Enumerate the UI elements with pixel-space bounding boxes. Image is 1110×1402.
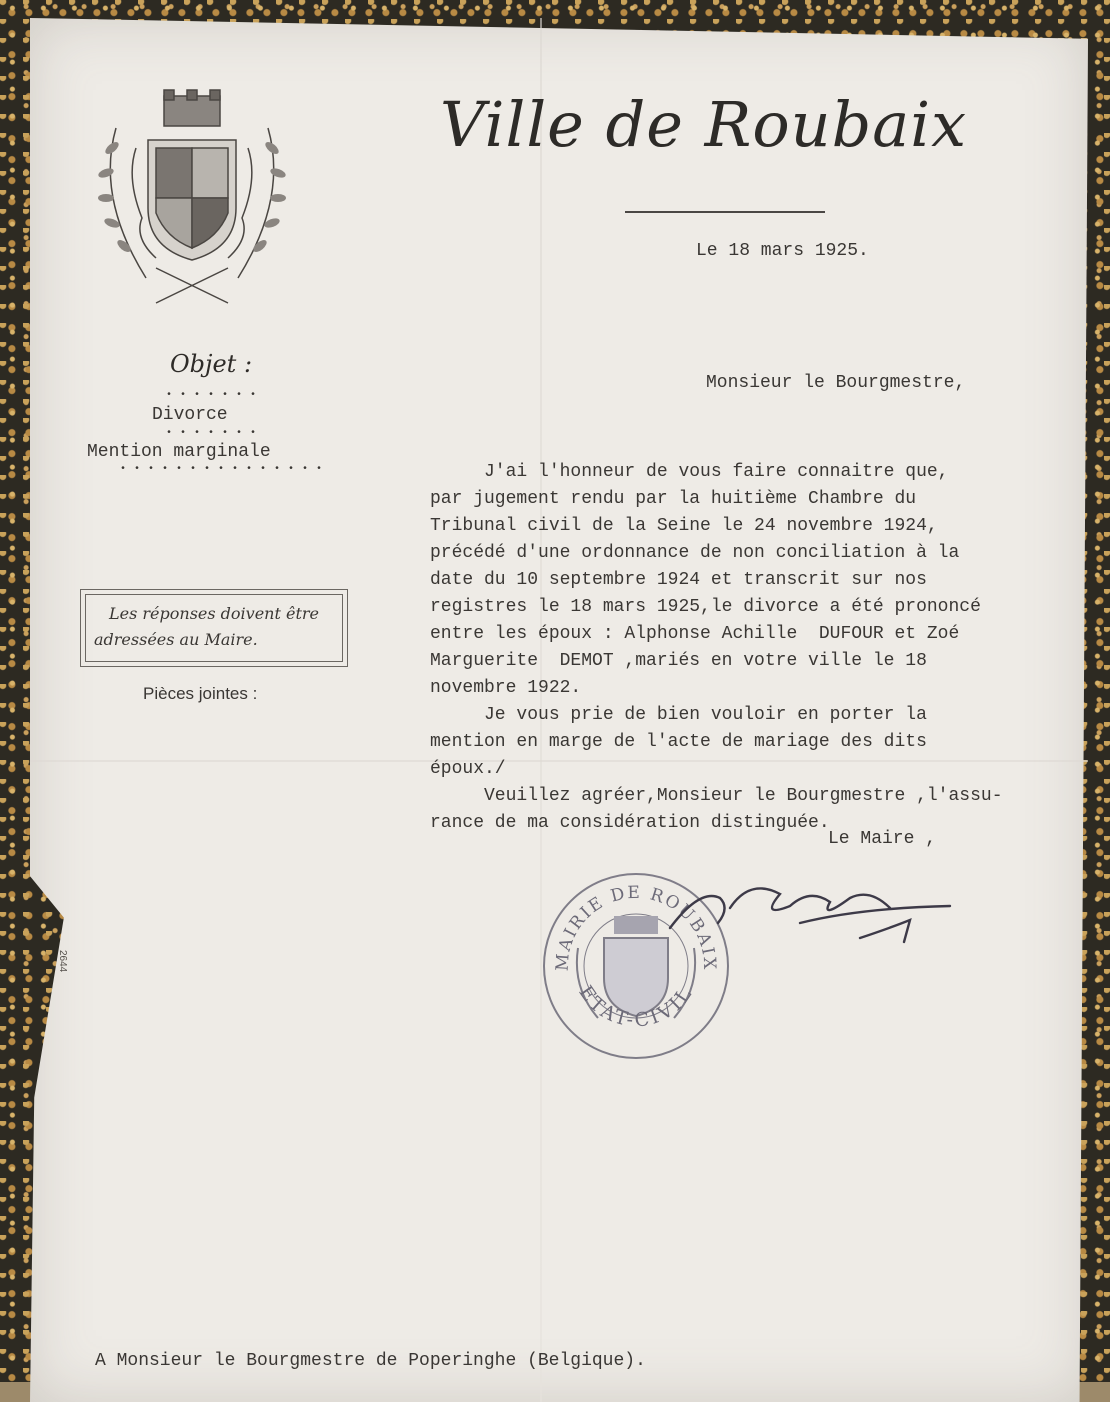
body-line: Marguerite DEMOT ,mariés en votre ville le 18 <box>430 651 927 671</box>
dotted-divider: • • • • • • • <box>166 428 258 439</box>
notice-line-1: Les réponses doivent être <box>109 604 319 623</box>
body-line: Tribunal civil de la Seine le 24 novembre 1924, <box>430 516 938 536</box>
dotted-divider: • • • • • • • <box>166 390 258 401</box>
notice-box <box>80 589 348 667</box>
letter-date: Le 18 mars 1925. <box>696 241 869 261</box>
notice-box-inner <box>85 594 343 662</box>
body-line: Veuillez agréer,Monsieur le Bourgmestre ,l'assu- <box>430 786 1003 806</box>
seal-bottom-text: ETAT-CIVIL <box>574 981 698 1032</box>
objet-divorce: Divorce <box>152 405 228 425</box>
closing-le-maire: Le Maire , <box>828 829 937 849</box>
notice-line-2: adressées au Maire. <box>94 630 258 649</box>
body-line: J'ai l'honneur de vous faire connaitre que, <box>430 462 949 482</box>
fold-line-horizontal <box>30 760 1088 762</box>
salutation: Monsieur le Bourgmestre, <box>706 373 966 393</box>
objet-label: Objet : <box>170 350 253 378</box>
pieces-jointes-label: Pièces jointes : <box>143 684 258 703</box>
body-line: date du 10 septembre 1924 et transcrit sur nos <box>430 570 927 590</box>
body-line: entre les époux : Alphonse Achille DUFOUR et Zoé <box>430 624 960 644</box>
body-line: mention en marge de l'acte de mariage des dits <box>430 732 927 752</box>
body-line: précédé d'une ordonnance de non conciliation à la <box>430 543 960 563</box>
body-line: époux./ <box>430 759 506 779</box>
reference-number: 2644 <box>57 950 68 973</box>
mayor-signature <box>660 868 960 958</box>
body-line: novembre 1922. <box>430 678 582 698</box>
body-line: par jugement rendu par la huitième Chambre du <box>430 489 917 509</box>
title-underline <box>625 211 825 213</box>
body-line: Je vous prie de bien vouloir en porter la <box>430 705 927 725</box>
body-line: rance de ma considération distinguée. <box>430 813 830 833</box>
dotted-divider: • • • • • • • • • • • • • • • <box>120 464 324 475</box>
seal-top-text: MAIRIE DE ROUBAIX <box>552 882 720 972</box>
letterhead-title: Ville de Roubaix <box>440 88 968 161</box>
coat-of-arms-icon <box>86 88 298 310</box>
objet-mention-marginale: Mention marginale <box>87 442 271 462</box>
body-line: registres le 18 mars 1925,le divorce a été prononcé <box>430 597 981 617</box>
recipient-address: A Monsieur le Bourgmestre de Poperinghe (Belgique). <box>95 1351 646 1371</box>
